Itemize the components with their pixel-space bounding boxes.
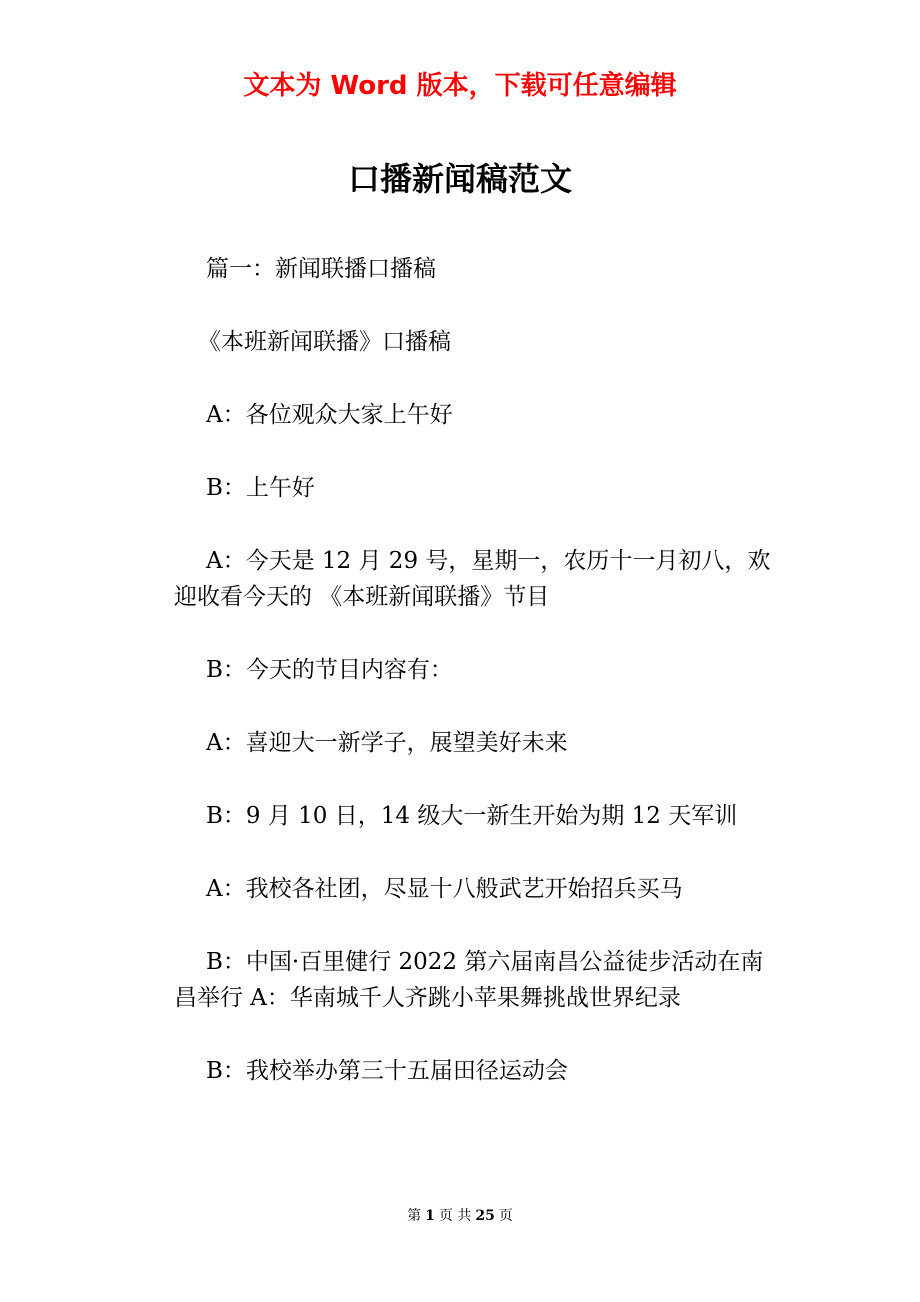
paragraph-dialogue: A：我校各社团，尽显十八般武艺开始招兵买马 <box>206 876 683 902</box>
footer-suffix: 页 <box>498 1208 513 1224</box>
paragraph-dialogue: B：9 月 10 日，14 级大一新生开始为期 12 天军训 <box>206 803 738 829</box>
document-body <box>174 250 784 1125</box>
document-title: 口播新闻稿范文 <box>347 160 572 198</box>
paragraph-dialogue: A：今天是 12 月 29 号，星期一，农历十一月初八，欢迎收看今天的 《本班新闻联播》节目 <box>174 548 771 610</box>
footer-prefix: 第 <box>407 1208 422 1224</box>
paragraph-dialogue: B：中国·百里健行 2022 第六届南昌公益徒步活动在南昌举行 A：华南城千人齐跳小苹果舞挑战世界纪录 <box>174 949 764 1011</box>
paragraph-dialogue: B：上午好 <box>206 475 315 501</box>
current-page-number: 1 <box>425 1208 435 1224</box>
total-pages-number: 25 <box>475 1208 495 1224</box>
page-footer <box>0 1206 920 1226</box>
footer-middle: 页 共 <box>438 1208 472 1224</box>
word-version-banner: 文本为 Word 版本，下载可任意编辑 <box>243 71 677 101</box>
paragraph-dialogue: B：我校举办第三十五届田径运动会 <box>206 1058 568 1084</box>
paragraph-section-heading: 篇一：新闻联播口播稿 <box>206 256 436 282</box>
paragraph-dialogue: B：今天的节目内容有： <box>206 657 453 683</box>
paragraph-dialogue: A：各位观众大家上午好 <box>206 402 453 428</box>
paragraph-script-title: 《本班新闻联播》口播稿 <box>198 329 451 355</box>
paragraph-dialogue: A：喜迎大一新学子，展望美好未来 <box>206 730 568 756</box>
